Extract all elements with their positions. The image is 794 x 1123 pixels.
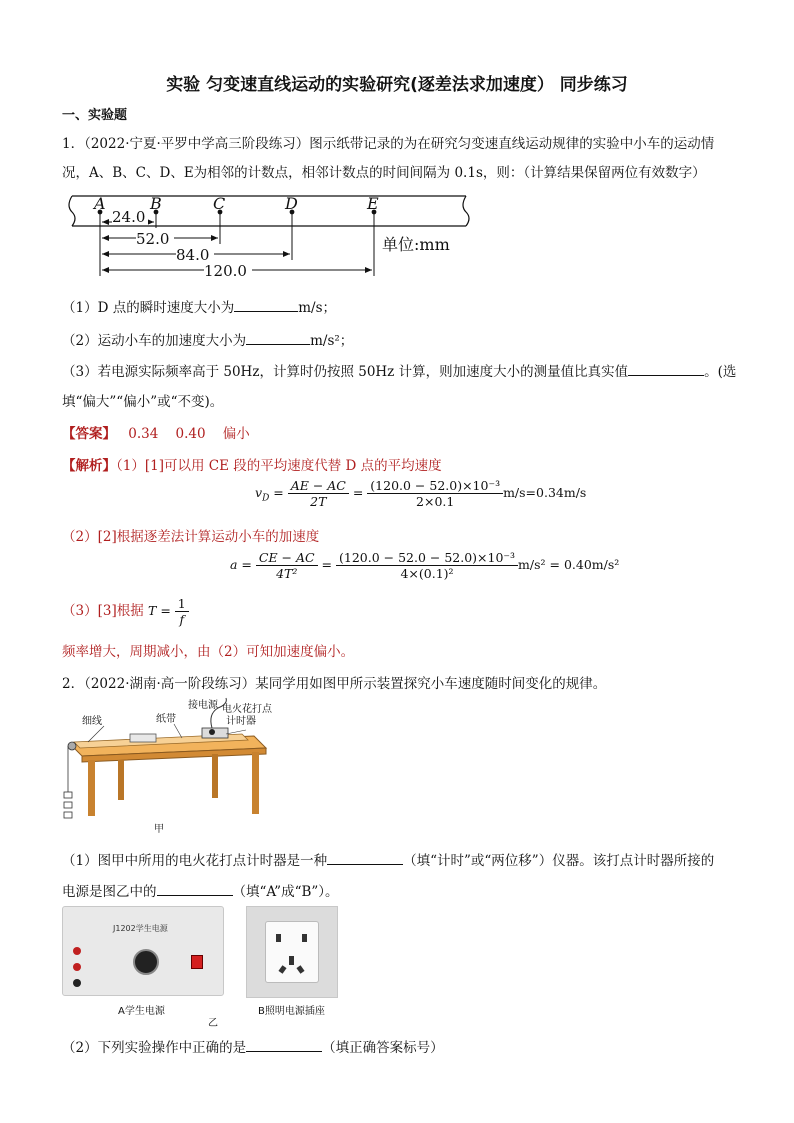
q1-sub3: （3）若电源实际频率高于 50Hz，计算时仍按照 50Hz 计算，则加速度大小的测量值比真实值 。(选: [62, 360, 736, 380]
answer-blank-5[interactable]: [157, 881, 233, 896]
tape-label-e: E: [367, 194, 379, 213]
analysis-line2: （2）[2]根据逐差法计算运动小车的加速度: [62, 529, 320, 545]
label-timer-1: 电火花打点: [222, 704, 272, 715]
q1-sub2: （2）运动小车的加速度大小为 m/s²；: [62, 329, 353, 349]
red-terminal: [73, 963, 81, 971]
q1-stem-line1: 1．（2022·宁夏·平罗中学高三阶段练习）图示纸带记录的为在研究匀变速直线运动规律的实验中小车的运动情: [62, 136, 715, 152]
paper-tape-diagram: [62, 188, 482, 280]
analysis-tag: 【解析】: [62, 458, 116, 474]
dim-ae: 120.0: [204, 262, 247, 280]
socket-plate: [265, 921, 319, 983]
tape-label-b: B: [150, 194, 162, 213]
answer-blank-4[interactable]: [327, 850, 403, 865]
q1-sub3-line2: 填“偏大”“偏小”或“不变)。: [62, 394, 224, 410]
analysis-line3: （3）[3]根据 T = $\frac{1}{f}$: [62, 596, 189, 627]
tape-label-a: A: [94, 194, 106, 213]
tape-label-c: C: [213, 194, 226, 213]
voltage-knob: [133, 949, 159, 975]
dim-ad: 84.0: [176, 246, 210, 264]
q2-sub1: （1）图甲中所用的电火花打点计时器是一种 （填“计时”或“两位移”）仪器。该打点计时器所接的: [62, 849, 714, 869]
wall-socket-image: [246, 906, 338, 998]
power-switch: [191, 955, 203, 969]
formula-acceleration: a = $\frac{CE - AC}{\text{4T²}}$ = $\frac{\text{(120.0 − 52.0 − 52.0)×10⁻³}}{\text{4×(0.1)²}}$ m/s² = 0.40m/s²: [230, 550, 620, 581]
answer-blank-6[interactable]: [246, 1037, 322, 1052]
q1-stem-line2: 况，A、B、C、D、E为相邻的计数点，相邻计数点的时间间隔为 0.1s，则：（计算结果保留两位有效数字）: [62, 165, 706, 181]
figure-yi-caption: 乙: [208, 1018, 218, 1029]
page-title: 实验 匀变速直线运动的实验研究(逐差法求加速度） 同步练习: [166, 75, 628, 95]
q2-stem: 2．（2022·湖南·高一阶段练习）某同学用如图甲所示装置探究小车速度随时间变化的规律。: [62, 676, 607, 692]
answer-tag: 【答案】: [62, 426, 116, 442]
caption-a: A学生电源: [118, 1006, 165, 1017]
tape-label-d: D: [285, 194, 298, 213]
label-timer-2: 计时器: [226, 716, 256, 727]
answer-blank-2[interactable]: [246, 330, 310, 345]
dim-ac: 52.0: [136, 230, 170, 248]
student-power-supply-image: [62, 906, 224, 996]
label-thread: 细线: [82, 716, 102, 727]
answer-values: 0.34 0.40 偏小: [128, 426, 250, 442]
spark-timer: [202, 728, 228, 738]
section-heading: 一、实验题: [62, 108, 128, 123]
answer-blank-1[interactable]: [234, 297, 298, 312]
pulley: [68, 742, 76, 750]
black-terminal: [73, 979, 81, 987]
red-terminal: [73, 947, 81, 955]
dim-ab: 24.0: [112, 208, 146, 226]
figure-jia-caption: 甲: [154, 824, 164, 835]
device-name: J1202学生电源: [113, 924, 168, 933]
q2-sub1-line2: 电源是图乙中的 （填“A”成“B”）。: [62, 880, 339, 900]
label-power: 接电源: [188, 700, 218, 711]
apparatus-figure: [62, 696, 272, 836]
unit-label: 单位:mm: [382, 235, 450, 254]
q1-sub1: （1）D 点的瞬时速度大小为 m/s；: [62, 296, 336, 316]
answer-line: [62, 422, 250, 442]
cart: [130, 734, 156, 742]
label-tape: 纸带: [156, 714, 176, 725]
analysis-line1: 【解析】（1）[1]可以用 CE 段的平均速度代替 D 点的平均速度: [62, 458, 442, 474]
analysis-line4: 频率增大，周期减小，由（2）可知加速度偏小。: [62, 644, 355, 660]
caption-b: B照明电源插座: [258, 1006, 325, 1017]
formula-velocity: $v_D$ = $\frac{AE - AC}{2T}$ = $\frac{\text{(120.0 − 52.0)×10⁻³}}{2\times 0.1}$ m/s=0.34m/s: [255, 478, 587, 509]
q2-sub2: （2）下列实验操作中正确的是 （填正确答案标号）: [62, 1036, 444, 1056]
answer-blank-3[interactable]: [628, 361, 704, 376]
